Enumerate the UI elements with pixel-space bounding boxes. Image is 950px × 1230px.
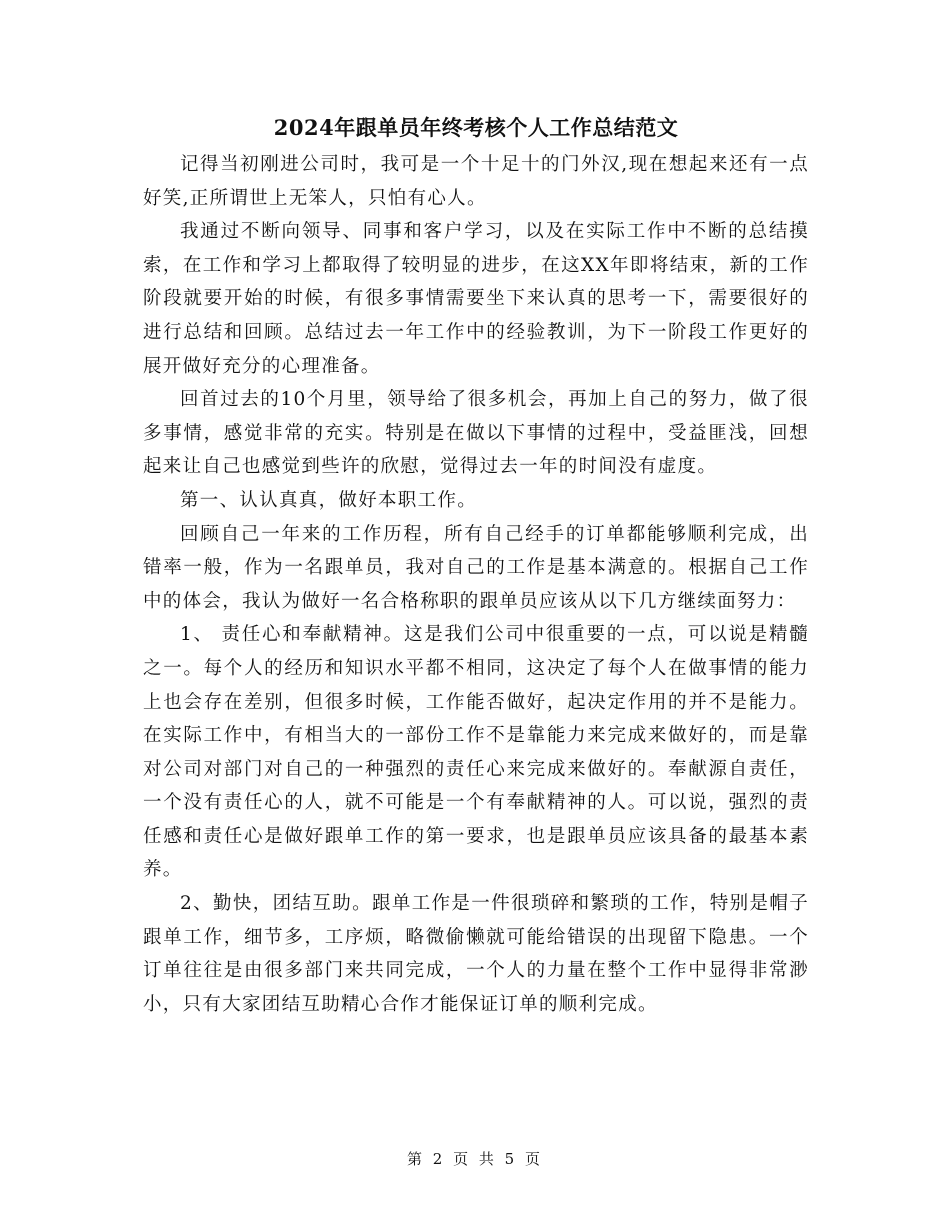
document-title: 2024年跟单员年终考核个人工作总结范文 [273, 115, 679, 140]
paragraph-3: 回首过去的10个月里，领导给了很多机会，再加上自己的努力，做了很多事情，感觉非常的充实。特别是在做以下事情的过程中，受益匪浅，回想起来让自己也感觉到些许的欣慰，觉得过去一年的时间没有虚度。 [143, 389, 809, 478]
paragraph-4: 回顾自己一年来的工作历程，所有自己经手的订单都能够顺利完成，出错率一般，作为一名跟单员，我对自己的工作是基本满意的。根据自己工作中的体会，我认为做好一名合格称职的跟单员应该从以下几方继续面努力： [143, 523, 809, 612]
page-number-footer: 第 2 页 共 5 页 [407, 1150, 543, 1168]
paragraph-2: 我通过不断向领导、同事和客户学习，以及在实际工作中不断的总结摸索，在工作和学习上都取得了较明显的进步，在这XX年即将结束，新的工作阶段就要开始的时候，有很多事情需要坐下来认真的思考一下，需要很好的进行总结和回顾。总结过去一年工作中的经验教训，为下一阶段工作更好的展开做好充分的心理准备。 [143, 221, 809, 377]
document-page [143, 112, 809, 1021]
paragraph-5: 1、 责任心和奉献精神。这是我们公司中很重要的一点，可以说是精髓之一。每个人的经历和知识水平都不相同，这决定了每个人在做事情的能力上也会存在差别，但很多时候，工作能否做好，起决定作用的并不是能力。在实际工作中，有相当大的一部份工作不是靠能力来完成来做好的，而是靠对公司对部门对自己的一种强烈的责任心来完成来做好的。奉献源自责任，一个没有责任心的人，就不可能是一个有奉献精神的人。可以说，强烈的责任感和责任心是做好跟单工作的第一要求，也是跟单员应该具备的最基本素养。 [143, 624, 809, 881]
section-heading-1: 第一、认认真真，做好本职工作。 [180, 489, 478, 511]
paragraph-6: 2、勤快，团结互助。跟单工作是一件很琐碎和繁琐的工作，特别是帽子跟单工作，细节多，工序烦，略微偷懒就可能给错误的出现留下隐患。一个订单往往是由很多部门来共同完成，一个人的力量在整个工作中显得非常渺小，只有大家团结互助精心合作才能保证订单的顺利完成。 [143, 893, 809, 1015]
paragraph-1: 记得当初刚进公司时，我可是一个十足十的门外汉,现在想起来还有一点好笑,正所谓世上无笨人，只怕有心人。 [143, 154, 809, 209]
